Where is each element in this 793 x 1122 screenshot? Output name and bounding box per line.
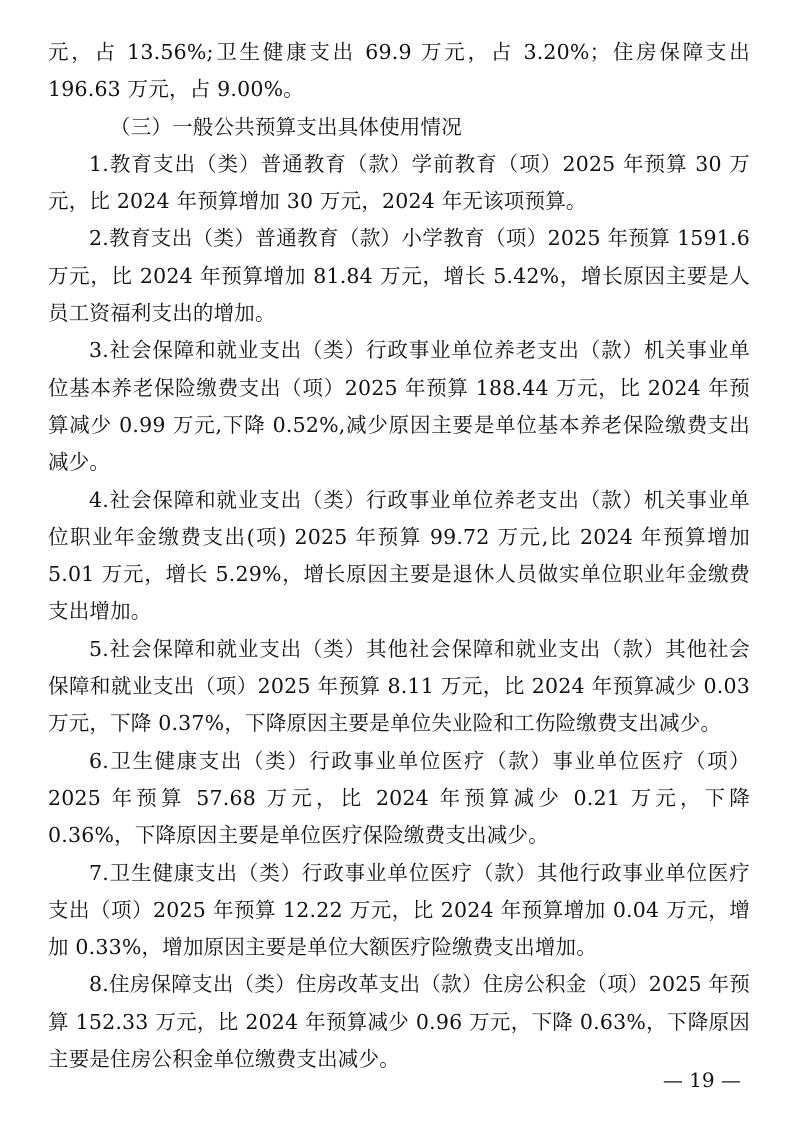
- item-paragraph-5: 5.社会保障和就业支出（类）其他社会保障和就业支出（款）其他社会保障和就业支出（项）2025 年预算 8.11 万元，比 2024 年预算减少 0.03 万元，下降 0.37%，下降原因主要是单位失业险和工伤险缴费支出减少。: [48, 636, 750, 736]
- item-paragraph-2: 2.教育支出（类）普通教育（款）小学教育（项）2025 年预算 1591.6 万元，比 2024 年预算增加 81.84 万元，增长 5.42%，增长原因主要是人员工资福利支出的增加。: [48, 226, 750, 326]
- section-heading: （三）一般公共预算支出具体使用情况: [110, 114, 462, 139]
- item-paragraph-6: 6.卫生健康支出（类）行政事业单位医疗（款）事业单位医疗（项）2025 年预算 57.68 万元，比 2024 年预算减少 0.21 万元，下降 0.36%，下降原因主要是单位医疗保险缴费支出减少。: [48, 748, 750, 848]
- item-paragraph-3: 3.社会保障和就业支出（类）行政事业单位养老支出（款）机关事业单位基本养老保险缴费支出（项）2025 年预算 188.44 万元，比 2024 年预算减少 0.99 万元,下降 0.52%,减少原因主要是单位基本养老保险缴费支出减少。: [48, 338, 750, 475]
- item-paragraph-7: 7.卫生健康支出（类）行政事业单位医疗（款）其他行政事业单位医疗支出（项）2025 年预算 12.22 万元，比 2024 年预算增加 0.04 万元，增加 0.33%，增加原因主要是单位大额医疗险缴费支出增加。: [48, 860, 750, 960]
- item-paragraph-1: 1.教育支出（类）普通教育（款）学前教育（项）2025 年预算 30 万元，比 2024 年预算增加 30 万元，2024 年无该项预算。: [48, 151, 750, 214]
- item-paragraph-4: 4.社会保障和就业支出（类）行政事业单位养老支出（款）机关事业单位职业年金缴费支出(项) 2025 年预算 99.72 万元,比 2024 年预算增加 5.01 万元，增长 5.29%，增长原因主要是退休人员做实单位职业年金缴费支出增加。: [48, 487, 750, 624]
- page-number: — 19 —: [662, 1068, 741, 1092]
- document-body: [48, 34, 750, 1078]
- continuation-paragraph: 元，占 13.56%;卫生健康支出 69.9 万元，占 3.20%；住房保障支出 196.63 万元，占 9.00%。: [48, 40, 750, 102]
- item-paragraph-8: 8.住房保障支出（类）住房改革支出（款）住房公积金（项）2025 年预算 152.33 万元，比 2024 年预算减少 0.96 万元，下降 0.63%，下降原因主要是住房公积金单位缴费支出减少。: [48, 972, 750, 1072]
